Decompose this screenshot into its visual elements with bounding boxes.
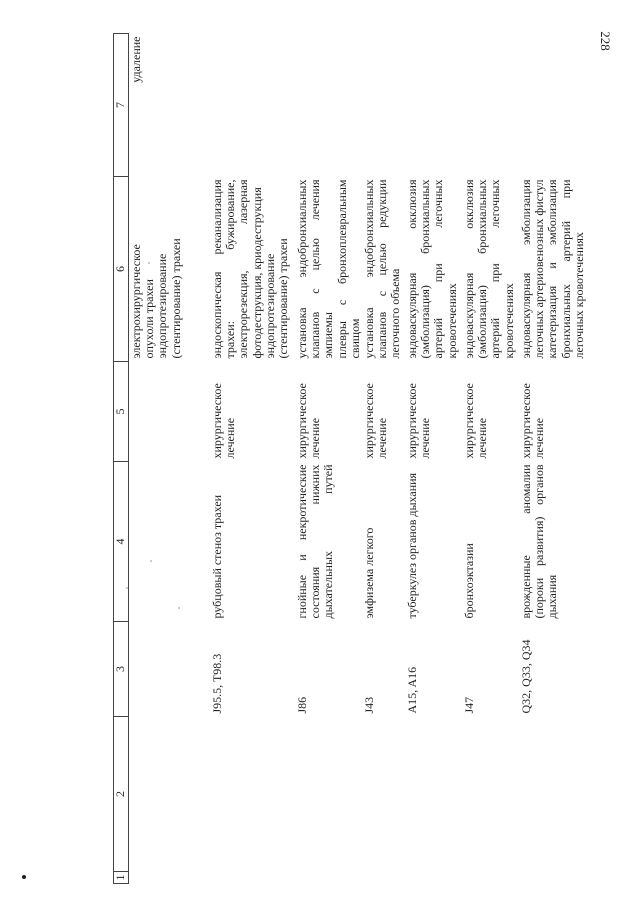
method-cell [210, 177, 295, 362]
code-cell: A15, A16 [405, 666, 420, 714]
method-cell [405, 177, 462, 362]
table-row [405, 34, 462, 884]
code-cell: J95.5, T98.3 [210, 653, 224, 714]
disease-cell: туберкулез органов дыхания [405, 472, 420, 619]
table-row [295, 34, 362, 884]
scan-mark [22, 875, 26, 879]
disease-cell: эмфизема легкого [362, 527, 377, 619]
method-prefix: удаление [129, 36, 143, 83]
disease-cell: бронхоэктазии [462, 543, 477, 619]
code-cell: Q32, Q33, Q34 [519, 639, 534, 714]
table-rotation-wrapper [113, 34, 590, 884]
method-cell [295, 177, 362, 362]
method-line: кровотечениях [444, 283, 459, 359]
column-number: 7 [114, 34, 129, 177]
method-cell-continued [129, 34, 211, 177]
method-line: эндоваскулярная окклюзия [462, 179, 477, 359]
method-line: (стентирование) трахеи [168, 238, 183, 359]
method-cell [462, 177, 519, 362]
method-line: опухоли трахеи [142, 279, 157, 359]
method-line: легочных артериовенозных фистул [532, 179, 547, 359]
method-line: эндоваскулярная окклюзия [405, 179, 420, 359]
scan-speck [150, 560, 152, 562]
column-number: 2 [114, 717, 129, 872]
table-row [210, 34, 295, 884]
treatment-type-cell: хирургическое лечение [519, 383, 547, 459]
scan-speck [126, 587, 128, 589]
code-cell: J43 [362, 696, 377, 714]
column-number: 3 [114, 622, 129, 717]
treatment-type-cell: хирургическое лечение [405, 383, 433, 459]
method-line: легочных кровотечениях [571, 232, 586, 359]
treatment-type-cell: хирургическое лечение [362, 383, 390, 459]
method-line: электрохирургическое [129, 244, 143, 359]
column-number: 6 [114, 177, 129, 362]
scan-speck [148, 262, 150, 264]
method-line: (эмболизация) бронхиальных [418, 179, 433, 359]
column-number: 1 [114, 872, 129, 884]
scan-speck [178, 607, 180, 609]
method-line: артерий при легочных [488, 179, 503, 359]
method-line: (стентирование) трахеи [276, 238, 291, 359]
method-line: фотодеструкция, криодеструкция [249, 187, 264, 359]
method-line: электрорезекция, лазерная [236, 179, 251, 359]
medical-procedures-table [113, 33, 590, 884]
method-line: установка эндобронхиальных [295, 179, 309, 359]
treatment-type-cell: хирургическое лечение [462, 383, 490, 459]
method-line: установка эндобронхиальных [362, 179, 377, 359]
method-line: трахеи: бужирование, [223, 179, 238, 359]
method-cell [519, 177, 590, 362]
disease-cell: гнойные и некротические состояния нижних дыхательных путей [295, 464, 336, 619]
code-cell: J86 [295, 696, 309, 714]
method-line: (эмболизация) бронхиальных [475, 179, 490, 359]
table-row [519, 34, 590, 884]
column-number: 5 [114, 362, 129, 462]
method-line: эндопротезирование [155, 253, 170, 359]
method-cell [129, 177, 211, 362]
method-line: клапанов с целью лечения эмпиемы [308, 179, 336, 359]
method-line: эндопротезирование [262, 253, 277, 359]
column-number: 4 [114, 462, 129, 622]
method-line: легочного объема [388, 268, 403, 359]
method-line: кровотечениях [501, 283, 516, 359]
treatment-type-cell: хирургическое лечение [210, 383, 238, 459]
page-number: 228 [598, 31, 613, 51]
method-line: клапанов с целью редукции [375, 179, 390, 359]
treatment-type-cell: хирургическое лечение [295, 383, 323, 459]
method-line: плевры с бронхоплевральным [334, 179, 349, 359]
method-line: эндоваскулярная эмболизация [519, 179, 534, 359]
table-row [362, 34, 405, 884]
method-line: бронхиальных артерий при [558, 179, 573, 359]
code-cell: J47 [462, 696, 477, 714]
column-number-row [114, 34, 129, 884]
method-line: катетеризация и эмболизация [545, 179, 560, 359]
method-line: артерий при легочных [431, 179, 446, 359]
disease-cell: врожденные аномалии (пороки развития) органов дыхания [519, 464, 560, 619]
method-line: свищом [347, 318, 362, 359]
method-line: эндоскопическая реканализация [210, 179, 224, 359]
disease-cell: рубцовый стеноз трахеи [210, 494, 224, 619]
method-cell [362, 177, 405, 362]
table-row [462, 34, 519, 884]
table-row [129, 34, 211, 884]
